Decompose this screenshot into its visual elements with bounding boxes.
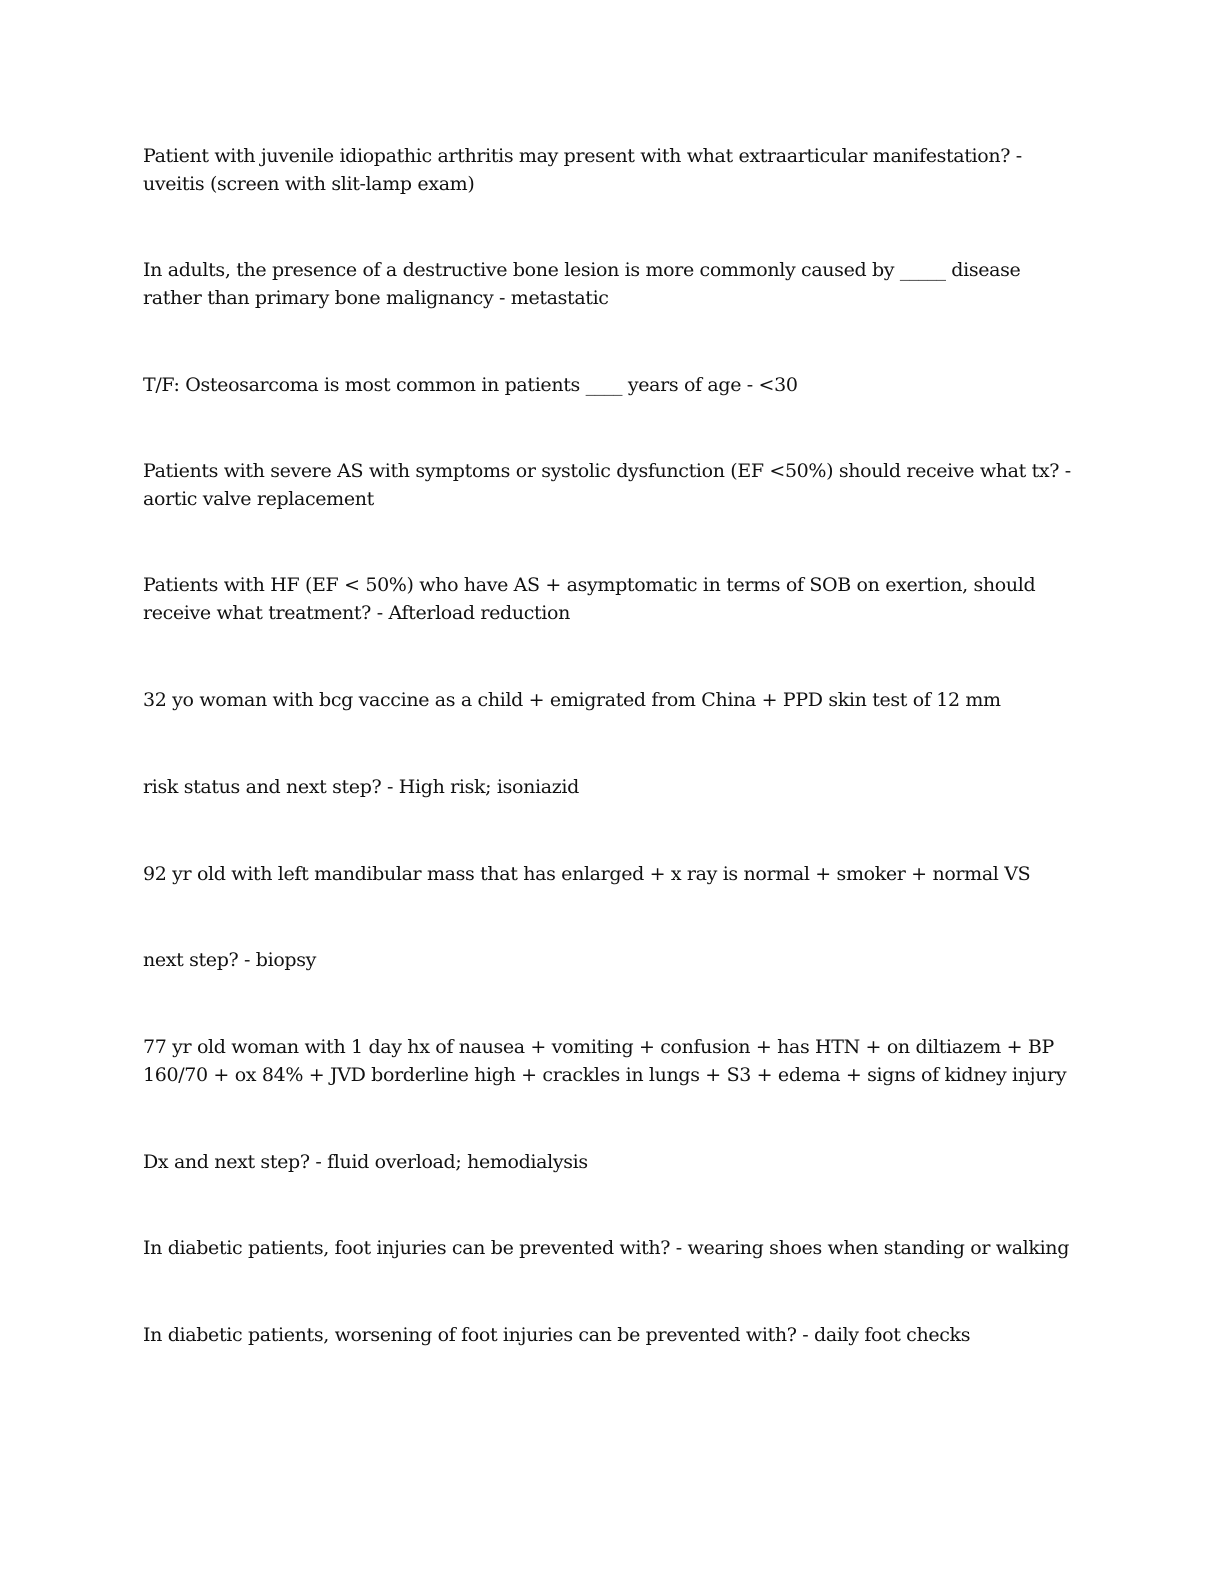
paragraph-line: In diabetic patients, worsening of foot injuries can be prevented with? - daily foot checks [143,1324,971,1346]
paragraph-line: 32 yo woman with bcg vaccine as a child + emigrated from China + PPD skin test of 12 mm [143,689,1001,711]
paragraph-line: 92 yr old with left mandibular mass that has enlarged + x ray is normal + smoker + normal VS [143,863,1031,885]
paragraph-line: T/F: Osteosarcoma is most common in patients ____ years of age - <30 [143,374,798,396]
paragraph-line: Dx and next step? - fluid overload; hemodialysis [143,1151,588,1173]
paragraph-diabetic-worsening [143,1321,1078,1349]
paragraph-osteosarcoma [143,371,1078,399]
paragraph-line: next step? - biopsy [143,949,317,971]
paragraph-jia-uveitis [143,142,1078,198]
paragraph-line: Patient with juvenile idiopathic arthritis may present with what extraarticular manifestation? - [143,145,1022,167]
paragraph-fluid-answer [143,1148,1078,1176]
paragraph-line: uveitis (screen with slit-lamp exam) [143,173,475,195]
paragraph-line: 160/70 + ox 84% + JVD borderline high + crackles in lungs + S3 + edema + signs of kidney injury [143,1064,1067,1086]
paragraph-severe-as [143,457,1078,513]
paragraph-hf-as [143,571,1078,627]
paragraph-line: Patients with severe AS with symptoms or systolic dysfunction (EF <50%) should receive what tx? - [143,460,1071,482]
paragraph-fluid-case [143,1033,1078,1089]
paragraph-bone-lesion [143,256,1078,312]
paragraph-diabetic-prevention [143,1234,1078,1262]
paragraph-line: aortic valve replacement [143,488,374,510]
paragraph-bcg-answer [143,773,1078,801]
paragraph-bcg-case [143,686,1078,714]
paragraph-mandibular-case [143,860,1078,888]
paragraph-line: risk status and next step? - High risk; isoniazid [143,776,579,798]
paragraph-line: receive what treatment? - Afterload reduction [143,602,570,624]
paragraph-line: In diabetic patients, foot injuries can be prevented with? - wearing shoes when standing or walking [143,1237,1070,1259]
paragraph-line: rather than primary bone malignancy - metastatic [143,287,609,309]
paragraph-mandibular-answer [143,946,1078,974]
paragraph-line: 77 yr old woman with 1 day hx of nausea + vomiting + confusion + has HTN + on diltiazem + BP [143,1036,1054,1058]
paragraph-line: Patients with HF (EF < 50%) who have AS + asymptomatic in terms of SOB on exertion, should [143,574,1036,596]
paragraph-line: In adults, the presence of a destructive bone lesion is more commonly caused by _____ disease [143,259,1021,281]
